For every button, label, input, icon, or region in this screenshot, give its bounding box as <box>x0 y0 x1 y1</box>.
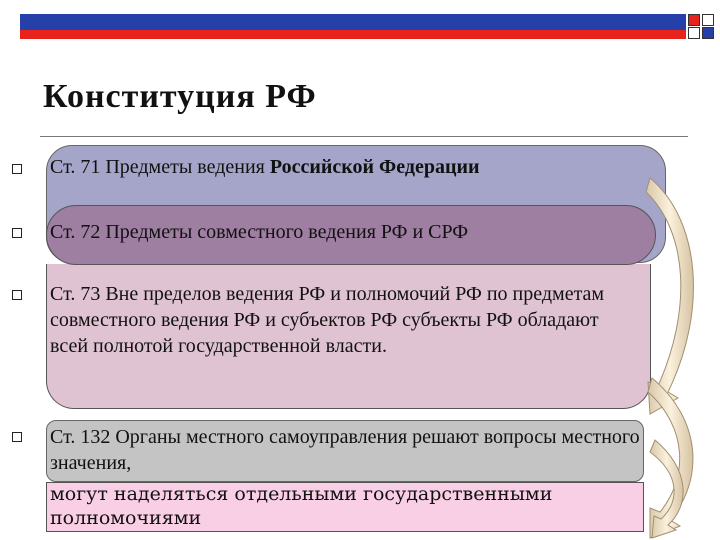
article-71-prefix: Ст. 71 Предметы ведения <box>50 156 270 178</box>
article-132-continuation-text: могут наделяться отдельными государственными полномочиями <box>50 483 553 529</box>
article-73-text: Ст. 73 Вне пределов ведения РФ и полномочий РФ по предметам совместного ведения РФ и субъектов РФ субъекты РФ обладают всей полнотой государственной власти. <box>50 283 605 357</box>
square-bullet-icon <box>12 432 22 442</box>
square-bullet-icon <box>12 290 22 300</box>
slide-title: Конституция РФ <box>43 78 317 115</box>
curved-arrow-icon <box>650 440 683 538</box>
corner-square-blue <box>702 27 714 39</box>
square-bullet-icon <box>12 164 22 174</box>
article-71-bold: Российской Федерации <box>269 156 480 178</box>
corner-square-red <box>688 14 700 26</box>
article-72-text: Ст. 72 Предметы совместного ведения РФ и СРФ <box>50 221 469 243</box>
header-bar-blue <box>20 14 686 30</box>
curved-arrow-icon <box>648 378 693 538</box>
square-bullet-icon <box>12 228 22 238</box>
corner-square-white <box>702 14 714 26</box>
article-71-text <box>50 154 480 180</box>
title-divider <box>40 136 688 137</box>
article-132-text: Ст. 132 Органы местного самоуправления решают вопросы местного значения, <box>50 426 640 474</box>
corner-square-white <box>688 27 700 39</box>
header-bar-red <box>20 30 686 39</box>
